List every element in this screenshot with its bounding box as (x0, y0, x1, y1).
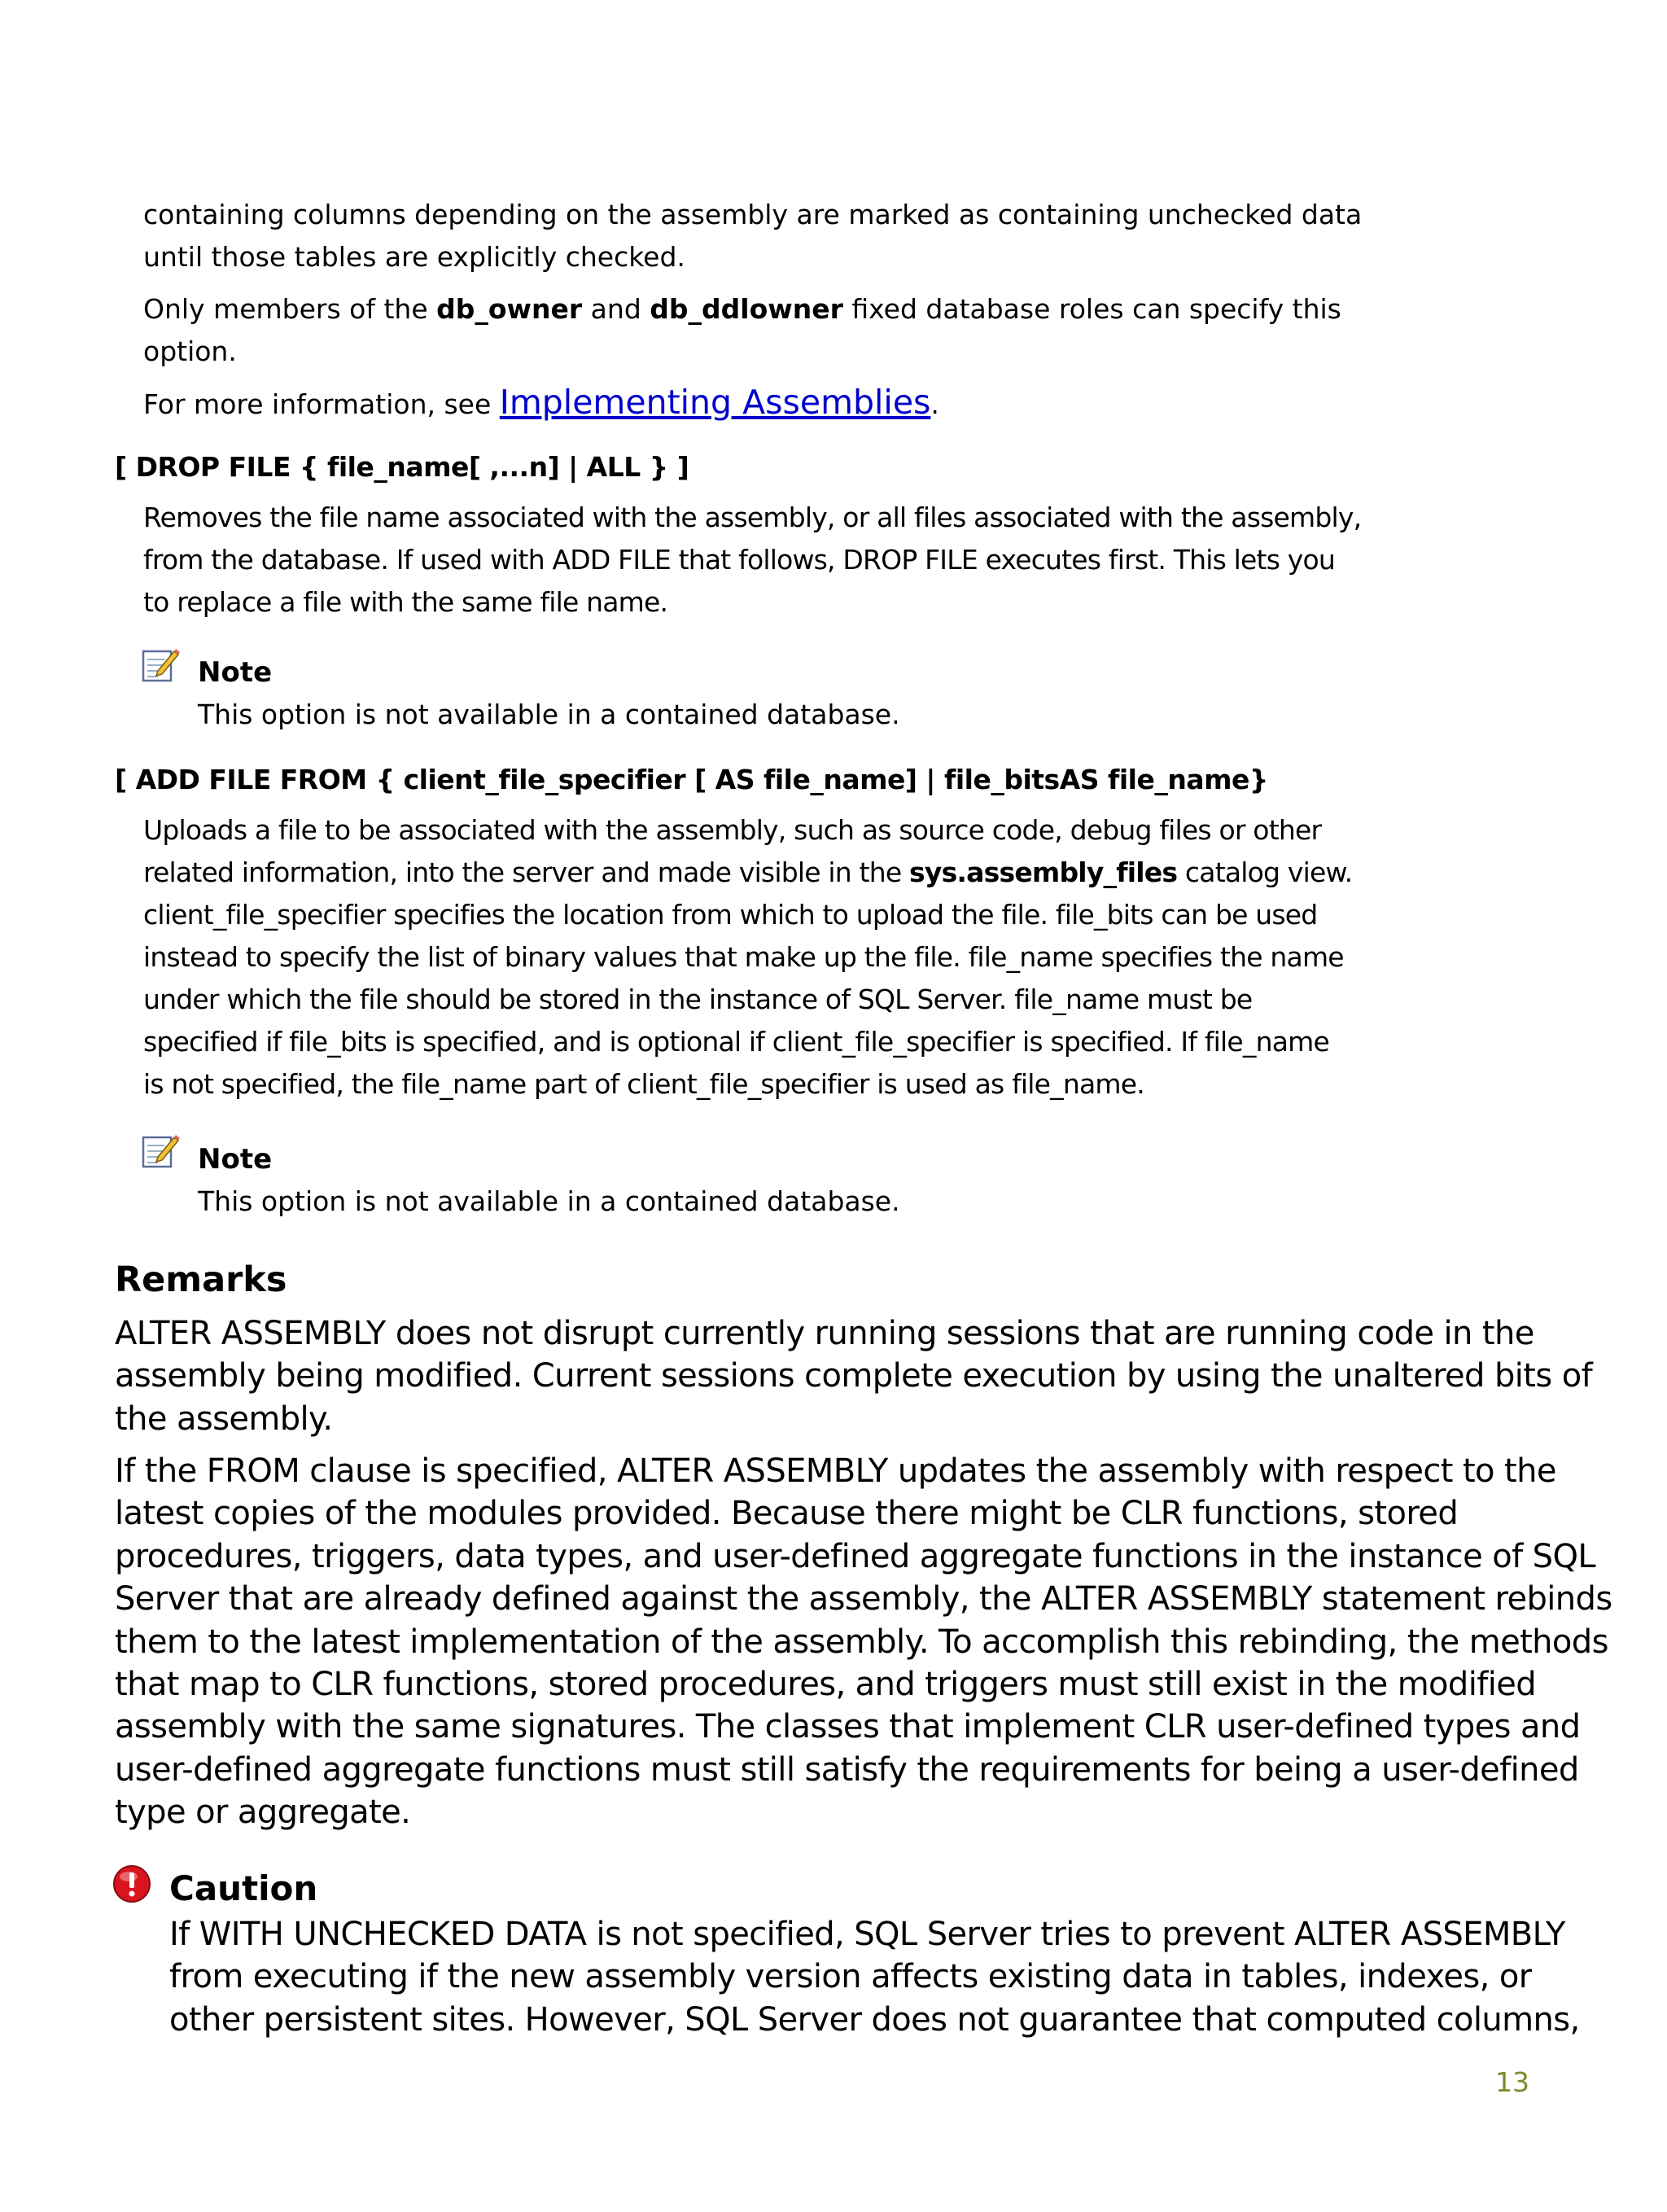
text-line: until those tables are explicitly checked. (143, 241, 685, 273)
roles-paragraph (143, 288, 1341, 373)
note-title: Note (198, 656, 273, 689)
text-line: the assembly. (115, 1399, 333, 1438)
text-line: is not specified, the file_name part of client_file_specifier is used as file_name. (143, 1068, 1144, 1100)
text-line: from executing if the new assembly version affects existing data in tables, indexes, or (169, 1958, 1532, 1996)
role-db-ddlowner: db_ddlowner (650, 293, 843, 325)
text-line: Server that are already defined against the assembly, the ALTER ASSEMBLY statement rebinds (115, 1580, 1612, 1618)
add-file-term: [ ADD FILE FROM { client_file_specifier [ AS file_name] | file_bitsAS file_name} (115, 764, 1268, 795)
text-line: specified if file_bits is specified, and is optional if client_file_specifier is specified. If file_name (143, 1026, 1330, 1058)
add-file-description (143, 809, 1353, 1106)
text-span: For more information, see (143, 388, 500, 420)
implementing-assemblies-link[interactable]: Implementing Assemblies (499, 383, 931, 422)
text-line: instead to specify the list of binary values that make up the file. file_name specifies the name (143, 941, 1344, 973)
text-line (143, 288, 1341, 331)
text-line: type or aggregate. (115, 1794, 411, 1832)
text-line: assembly with the same signatures. The classes that implement CLR user-defined types and (115, 1708, 1581, 1746)
text-line: other persistent sites. However, SQL Server does not guarantee that computed columns, (169, 2000, 1580, 2039)
text-line: option. (143, 335, 237, 367)
role-db-owner: db_owner (436, 293, 583, 325)
text-line: under which the file should be stored in the instance of SQL Server. file_name must be (143, 983, 1253, 1015)
text-span: related information, into the server and made visible in the (143, 856, 910, 888)
text-line: client_file_specifier specifies the location from which to upload the file. file_bits can be used (143, 899, 1318, 931)
text-line: latest copies of the modules provided. Because there might be CLR functions, stored (115, 1495, 1459, 1533)
red-exclamation-icon (112, 1864, 151, 1903)
text-line: Uploads a file to be associated with the assembly, such as source code, debug files or other (143, 814, 1322, 846)
text-span: fixed database roles can specify this (842, 293, 1341, 325)
text-line: ALTER ASSEMBLY does not disrupt currently running sessions that are running code in the (115, 1315, 1534, 1352)
text-line (143, 852, 1353, 894)
text-line: to replace a file with the same file name. (143, 586, 668, 618)
text-span: Only members of the (143, 293, 437, 325)
continuation-paragraph (143, 194, 1363, 278)
text-line: If WITH UNCHECKED DATA is not specified, SQL Server tries to prevent ALTER ASSEMBLY (169, 1916, 1565, 1953)
sys-assembly-files-view: sys.assembly_files (909, 856, 1178, 888)
remarks-paragraph-2 (115, 1450, 1612, 1834)
text-line: procedures, triggers, data types, and user-defined aggregate functions in the instance of SQL (115, 1537, 1596, 1575)
text-line: assembly being modified. Current sessions complete execution by using the unaltered bits of (115, 1357, 1593, 1395)
text-line: them to the latest implementation of the assembly. To accomplish this rebinding, the methods (115, 1623, 1608, 1661)
text-span: and (582, 293, 650, 325)
text-span: . (930, 388, 939, 420)
note-pad-icon (140, 646, 181, 684)
text-line: containing columns depending on the assembly are marked as containing unchecked data (143, 199, 1363, 230)
caution-text (169, 1913, 1580, 2041)
more-info-line (143, 381, 1299, 426)
text-line: that map to CLR functions, stored procedures, and triggers must still exist in the modified (115, 1666, 1537, 1704)
caution-title: Caution (169, 1868, 318, 1908)
text-line: user-defined aggregate functions must still satisfy the requirements for being a user-defined (115, 1750, 1579, 1789)
text-line: from the database. If used with ADD FILE that follows, DROP FILE executes first. This lets you (143, 544, 1336, 576)
note-pad-icon (140, 1132, 181, 1170)
text-line: Removes the file name associated with the assembly, or all files associated with the assembly, (143, 502, 1362, 533)
page-number: 13 (1495, 2066, 1529, 2098)
drop-file-description (143, 497, 1362, 624)
remarks-paragraph-1 (115, 1312, 1593, 1440)
text-span: catalog view. (1177, 856, 1353, 888)
text-line (143, 381, 1299, 426)
drop-file-term: [ DROP FILE { file_name[ ,...n] | ALL } ] (115, 451, 689, 483)
note-text: This option is not available in a contained database. (198, 1185, 900, 1217)
remarks-heading: Remarks (115, 1259, 287, 1300)
text-line: If the FROM clause is specified, ALTER ASSEMBLY updates the assembly with respect to the (115, 1452, 1556, 1490)
note-title: Note (198, 1143, 273, 1176)
note-text: This option is not available in a contained database. (198, 699, 900, 730)
